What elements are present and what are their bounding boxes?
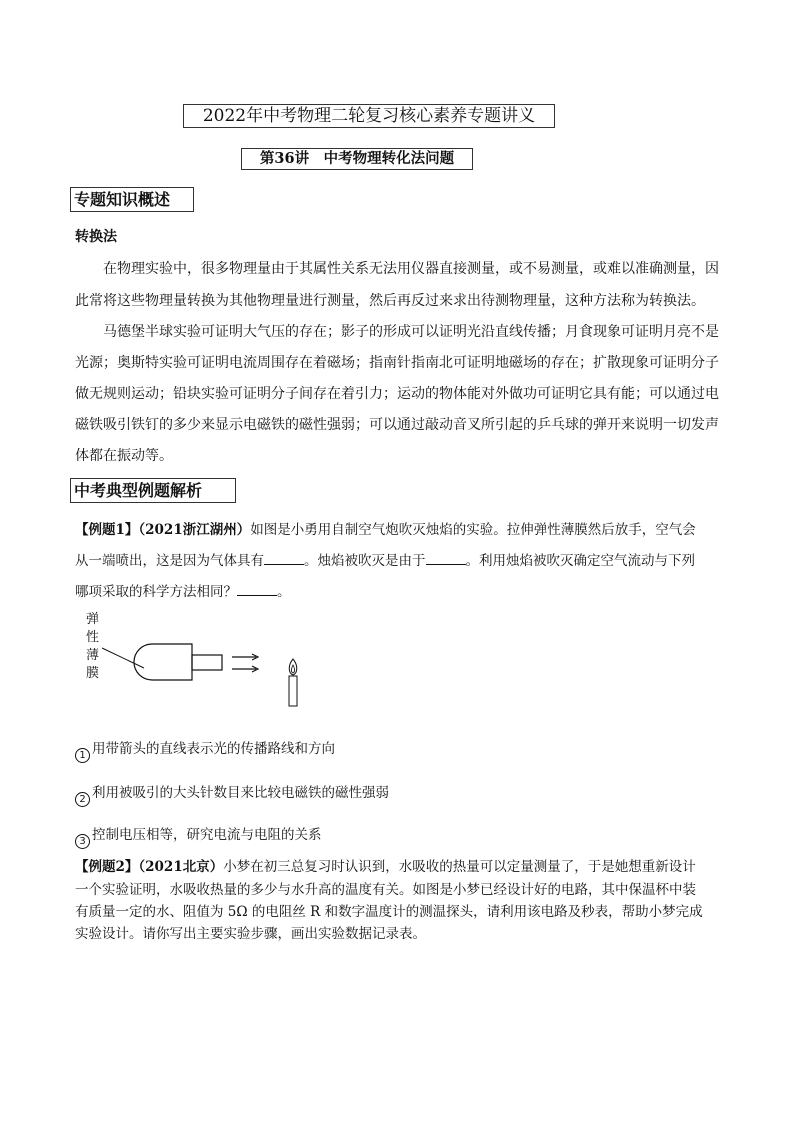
paragraph-line: 在物理实验中，很多物理量由于其属性关系无法用仪器直接测量，或不易测量，或难以准确测量，因 xyxy=(75,261,719,277)
option-text: 用带箭头的直线表示光的传播路线和方向 xyxy=(92,741,335,757)
option-text: 控制电压相等，研究电流与电阻的关系 xyxy=(92,827,322,843)
paragraph-line: 体都在振动等。 xyxy=(75,448,173,464)
example2-line1 xyxy=(75,855,696,875)
option-number-icon: 3 xyxy=(75,834,90,849)
example2-tag: 【例题2】（2021北京） xyxy=(75,859,224,875)
example1-text: 。烛焰被吹灭是由于 xyxy=(304,553,426,569)
air-cannon-figure xyxy=(100,635,320,715)
subheading-conversion-method: 转换法 xyxy=(75,229,117,245)
option-text: 利用被吸引的大头针数目来比较电磁铁的磁性强弱 xyxy=(92,785,389,801)
option-number-icon: 2 xyxy=(75,792,90,807)
example1-text: 从一端喷出，这是因为气体具有 xyxy=(75,553,264,569)
example1-tag: 【例题1】（2021浙江湖州） xyxy=(75,522,251,538)
example2-text: 小梦在初三总复习时认识到，水吸收的热量可以定量测量了，于是她想重新设计 xyxy=(223,859,696,875)
answer-blank[interactable] xyxy=(237,582,277,596)
lecture-title: 第36讲 中考物理转化法问题 xyxy=(241,148,473,170)
example1-text: 哪项采取的科学方法相同？ xyxy=(75,584,237,600)
answer-blank[interactable] xyxy=(264,551,304,565)
example1-line1 xyxy=(75,518,696,538)
example1-text: 。 xyxy=(277,584,291,600)
example2-line4: 实验设计。请你写出主要实验步骤，画出实验数据记录表。 xyxy=(75,926,426,942)
section-heading-overview: 专题知识概述 xyxy=(70,187,194,212)
example1-line2 xyxy=(75,549,695,569)
paragraph-line: 马德堡半球实验可证明大气压的存在；影子的形成可以证明光沿直线传播；月食现象可证明月亮不是 xyxy=(75,324,719,340)
paragraph-line: 磁铁吸引铁钉的多少来显示电磁铁的磁性强弱；可以通过敲动音叉所引起的乒乓球的弹开来说明一切发声 xyxy=(75,417,719,433)
figure-label-char: 性 xyxy=(86,630,100,645)
option-number-icon: 1 xyxy=(75,748,90,763)
section-heading-examples: 中考典型例题解析 xyxy=(70,478,236,503)
figure-label-char: 薄 xyxy=(86,648,100,663)
paragraph-line: 光源；奥斯特实验可证明电流周围存在着磁场；指南针指南北可证明地磁场的存在；扩散现象可证明分子 xyxy=(75,355,719,371)
cannon-body xyxy=(134,644,192,680)
option-2 xyxy=(75,781,389,805)
option-1 xyxy=(75,737,335,761)
example2-line2: 一个实验证明，水吸收热量的多少与水升高的温度有关。如图是小梦已经设计好的电路，其中保温杯中装 xyxy=(75,882,696,898)
option-3 xyxy=(75,823,322,847)
figure-label-char: 膜 xyxy=(86,666,100,681)
figure-label-char: 弹 xyxy=(86,612,100,627)
answer-blank[interactable] xyxy=(426,551,466,565)
candle-icon xyxy=(289,676,297,706)
example1-line3 xyxy=(75,580,291,600)
paragraph-line: 做无规则运动；铅块实验可证明分子间存在着引力；运动的物体能对外做功可证明它具有能；可以通过电 xyxy=(75,386,719,402)
paragraph-line: 此常将这些物理量转换为其他物理量进行测量，然后再反过来求出待测物理量，这种方法称为转换法。 xyxy=(75,293,705,309)
example2-line3: 有质量一定的水、阻值为 5Ω 的电阻丝 R 和数字温度计的测温探头，请利用该电路及秒表，帮助小梦完成 xyxy=(75,904,703,920)
document-title: 2022年中考物理二轮复习核心素养专题讲义 xyxy=(183,104,555,128)
cannon-nozzle xyxy=(192,655,222,670)
example1-text: 。利用烛焰被吹灭确定空气流动与下列 xyxy=(465,553,695,569)
example1-text: 如图是小勇用自制空气炮吹灭烛焰的实验。拉伸弹性薄膜然后放手，空气会 xyxy=(250,522,696,538)
